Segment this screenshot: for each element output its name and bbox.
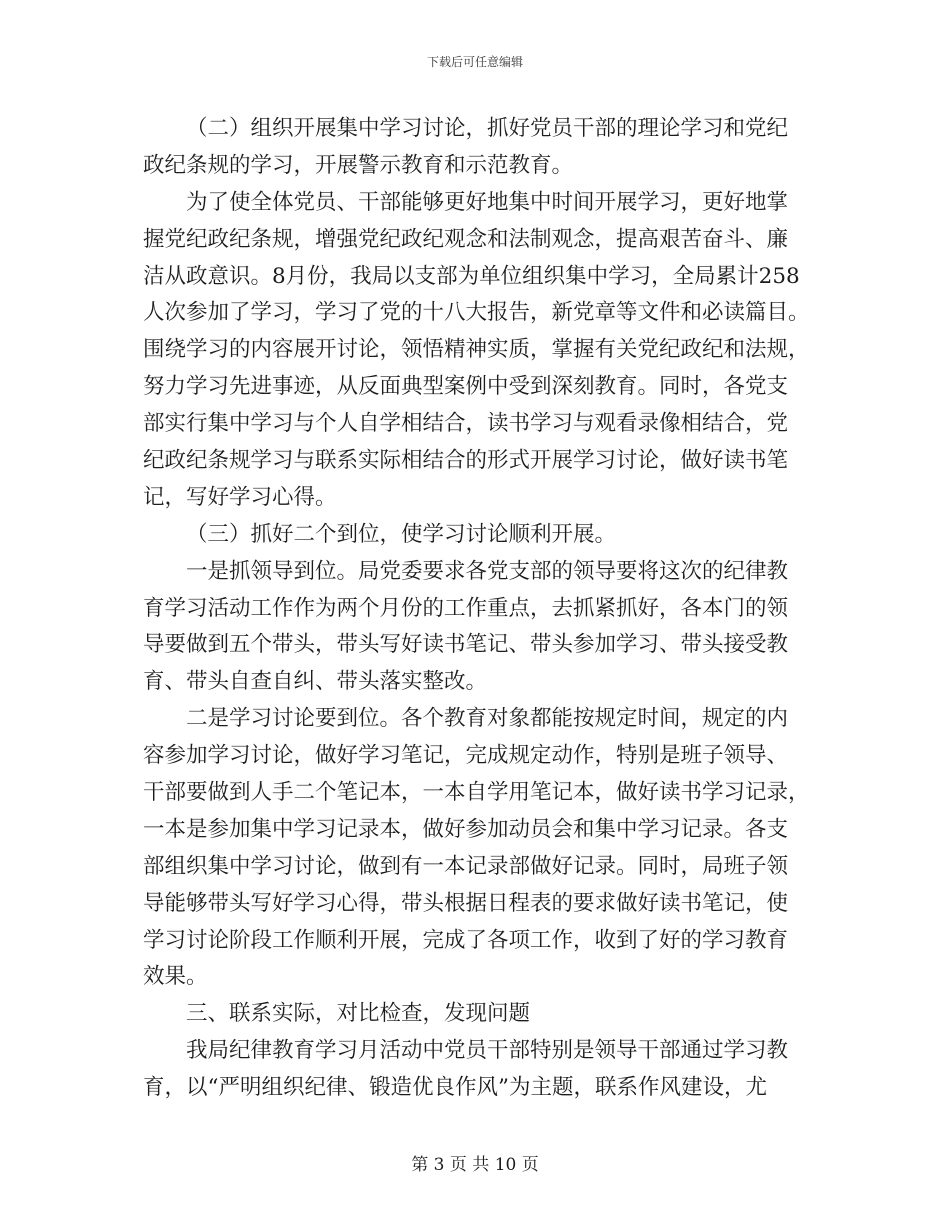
body-line: 记，写好学习心得。: [143, 484, 337, 510]
body-line: 洁从政意识。8月份，我局以支部为单位组织集中学习，全局累计258: [143, 263, 800, 289]
paragraph: [143, 1033, 823, 1107]
paragraph: [143, 517, 823, 554]
body-line: 一本是参加集中学习记录本，做好参加动员会和集中学习记录。各支: [143, 816, 789, 842]
body-line: 效果。: [143, 964, 208, 990]
body-line: 我局纪律教育学习月活动中党员干部特别是领导干部通过学习教: [186, 1038, 789, 1064]
body-line: 握党纪政纪条规，增强党纪政纪观念和法制观念，提高艰苦奋斗、廉: [143, 226, 789, 252]
paragraph: [143, 185, 823, 517]
body-line: 政纪条规的学习，开展警示教育和示范教育。: [143, 152, 574, 178]
body-line: 导要做到五个带头，带头写好读书笔记、带头参加学习、带头接受教: [143, 632, 789, 658]
body-line: （二）组织开展集中学习讨论，抓好党员干部的理论学习和党纪: [186, 116, 789, 141]
section-subheading: （三）抓好二个到位，使学习讨论顺利开展。: [186, 521, 617, 547]
page-number-footer: 第 3 页 共 10 页: [411, 1155, 539, 1175]
document-body: [143, 111, 823, 1107]
body-line: 容参加学习讨论，做好学习笔记，完成规定动作，特别是班子领导、: [143, 743, 789, 769]
body-line: 干部要做到人手二个笔记本，一本自学用笔记本，做好读书学习记录，: [143, 780, 810, 806]
paragraph: [143, 701, 823, 996]
body-line: 一是抓领导到位。局党委要求各党支部的领导要将这次的纪律教: [186, 558, 789, 584]
body-line: 育、带头自查自纠、带头落实整改。: [143, 669, 488, 695]
body-line: 努力学习先进事迹，从反面典型案例中受到深刻教育。同时，各党支: [143, 374, 789, 400]
paragraph: [143, 996, 823, 1033]
body-line: 二是学习讨论要到位。各个教育对象都能按规定时间，规定的内: [186, 706, 789, 732]
body-line: 围绕学习的内容展开讨论，领悟精神实质，掌握有关党纪政纪和法规，: [143, 337, 810, 363]
body-line: 部实行集中学习与个人自学相结合，读书学习与观看录像相结合，党: [143, 411, 789, 437]
body-line: 育，以“严明组织纪律、锻造优良作风”为主题，联系作风建设，尤: [143, 1075, 767, 1101]
body-line: 学习讨论阶段工作顺利开展，完成了各项工作，收到了好的学习教育: [143, 927, 789, 953]
section-heading: 三、联系实际，对比检查，发现问题: [186, 1001, 531, 1027]
body-line: 导能够带头写好学习心得，带头根据日程表的要求做好读书笔记，使: [143, 890, 789, 916]
body-line: 人次参加了学习，学习了党的十八大报告，新党章等文件和必读篇目。: [143, 300, 810, 326]
paragraph: [143, 554, 823, 702]
body-line: 育学习活动工作作为两个月份的工作重点，去抓紧抓好，各本门的领: [143, 595, 789, 621]
body-line: 为了使全体党员、干部能够更好地集中时间开展学习，更好地掌: [186, 189, 789, 215]
page-header-note: 下载后可任意编辑: [426, 55, 523, 69]
paragraph: [143, 111, 823, 185]
body-line: 纪政纪条规学习与联系实际相结合的形式开展学习讨论，做好读书笔: [143, 448, 789, 474]
body-line: 部组织集中学习讨论，做到有一本记录部做好记录。同时，局班子领: [143, 853, 789, 879]
